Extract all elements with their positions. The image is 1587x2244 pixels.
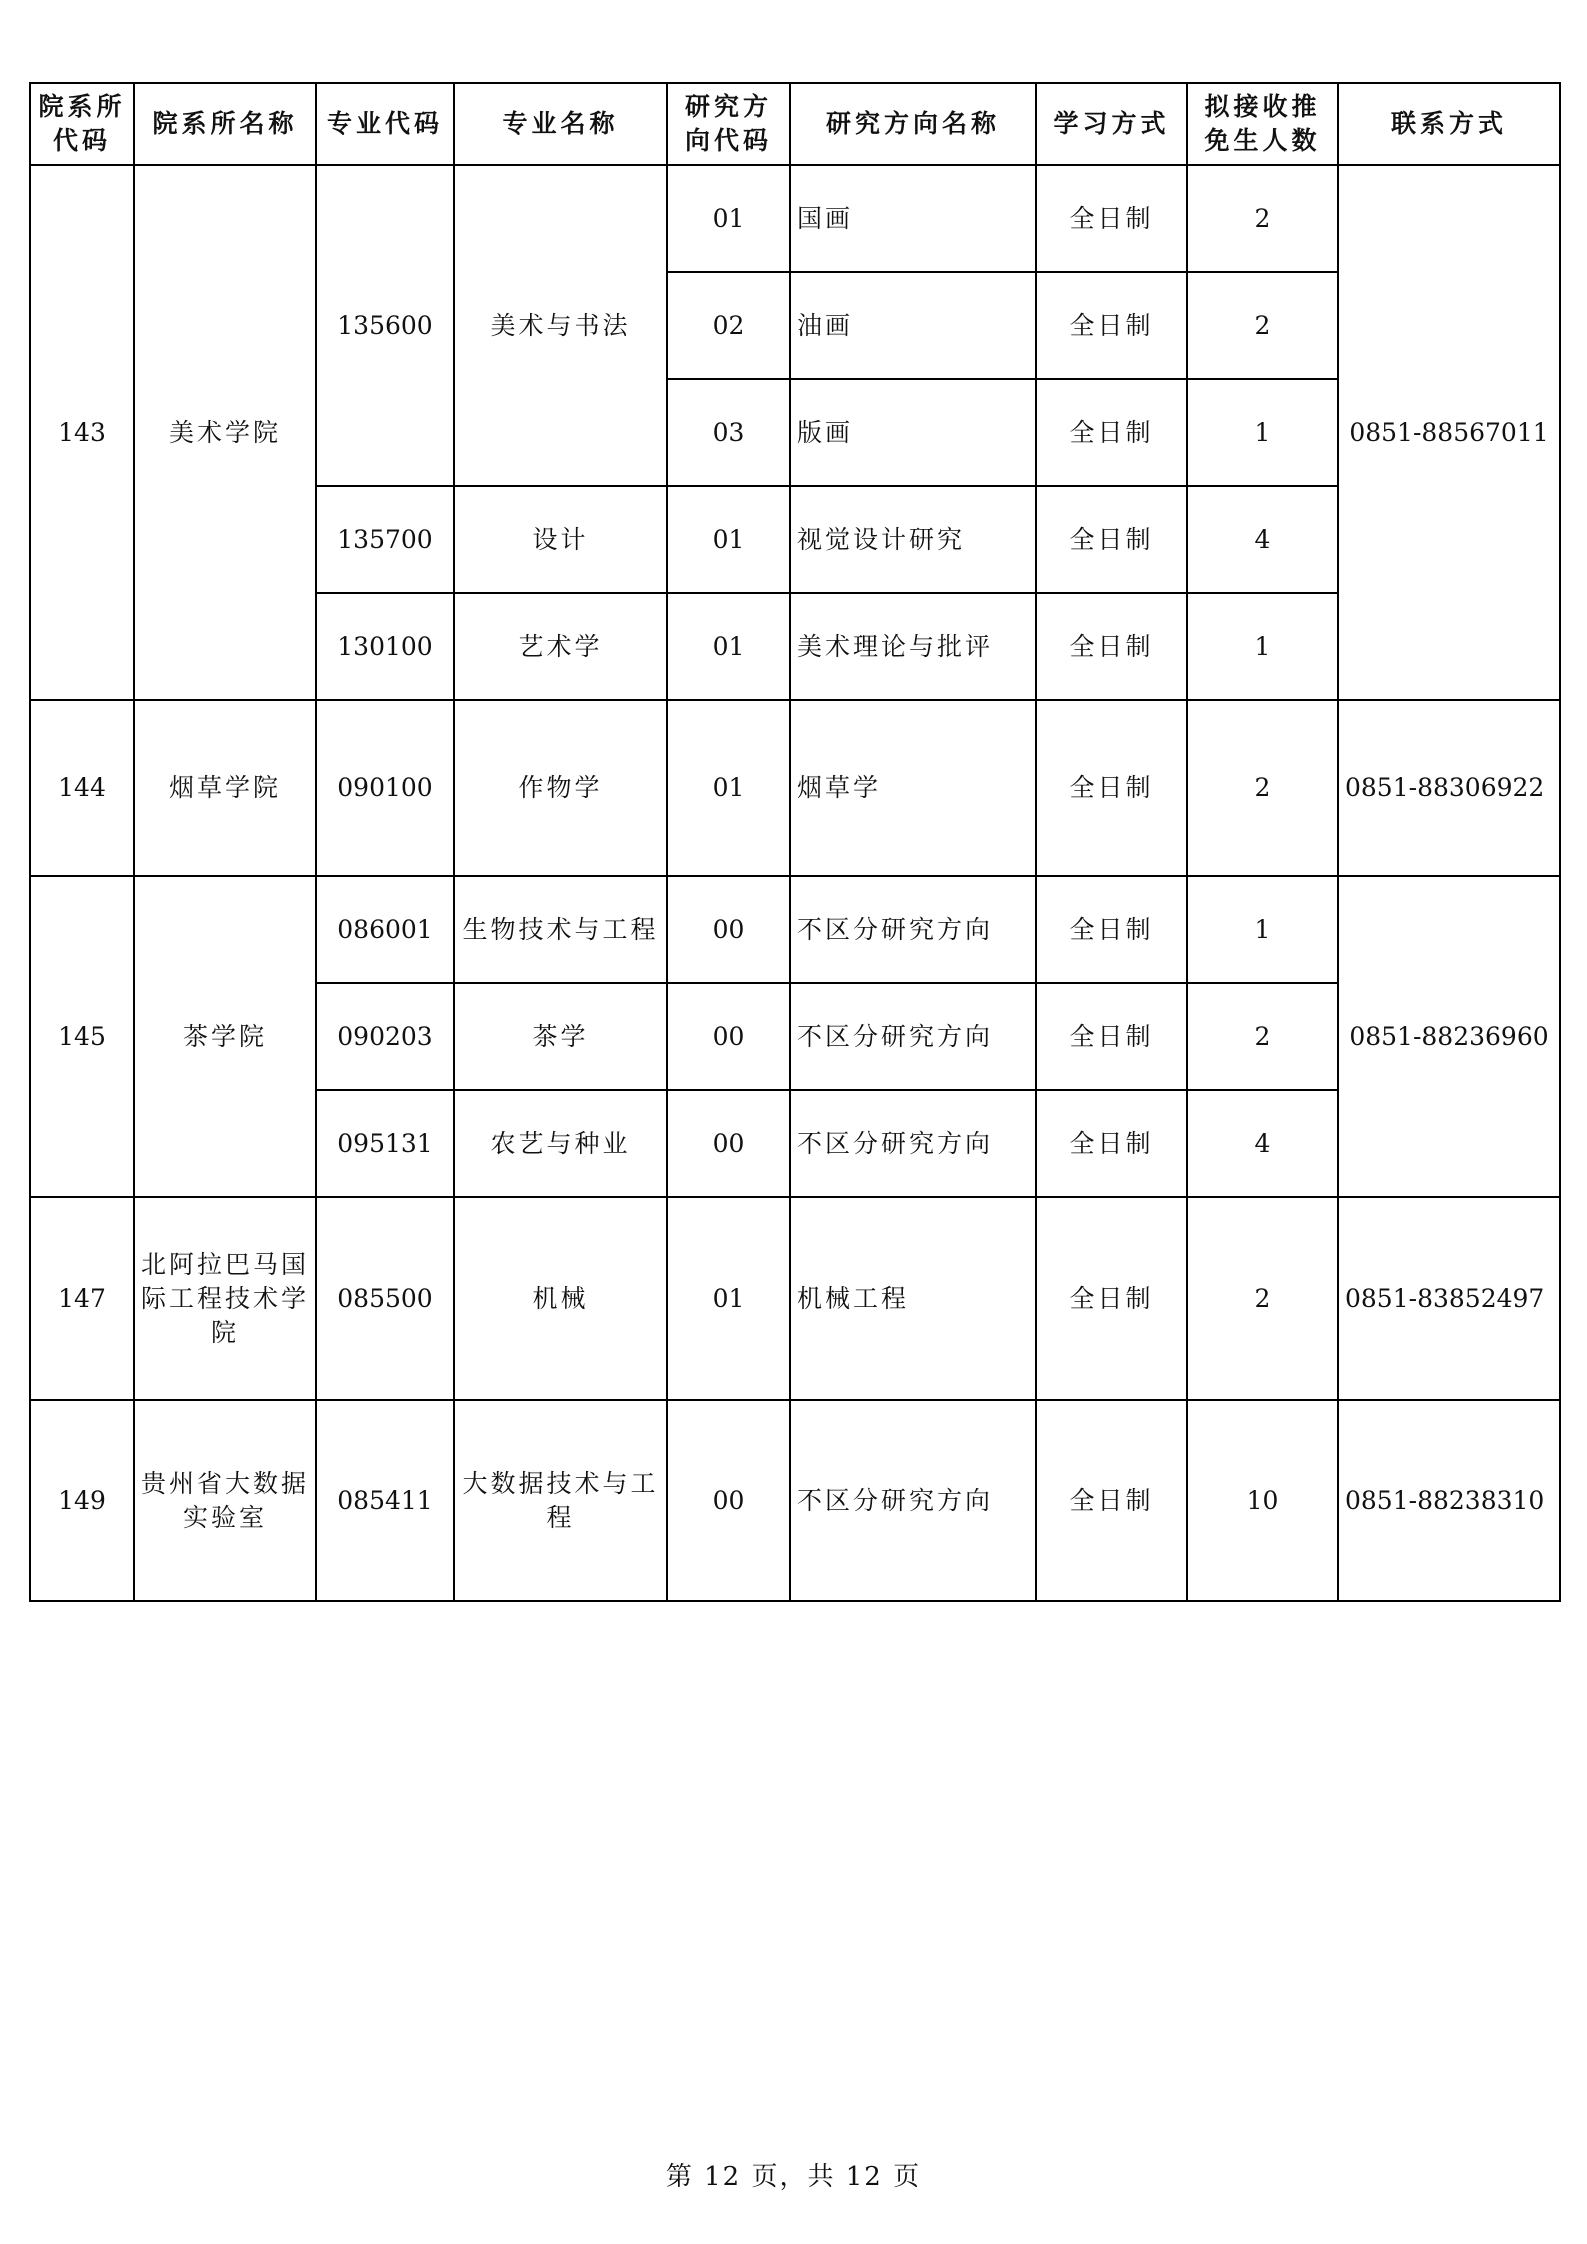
study-mode: 全日制	[1036, 165, 1187, 272]
direction-name: 美术理论与批评	[790, 593, 1036, 700]
study-mode: 全日制	[1036, 486, 1187, 593]
header-direction-code-l2: 向代码	[684, 126, 772, 155]
direction-name: 不区分研究方向	[790, 876, 1036, 983]
direction-name: 视觉设计研究	[790, 486, 1036, 593]
quota: 2	[1187, 983, 1338, 1090]
major-name: 茶学	[454, 983, 667, 1090]
major-code: 130100	[316, 593, 454, 700]
header-contact: 联系方式	[1338, 83, 1560, 165]
study-mode: 全日制	[1036, 876, 1187, 983]
study-mode: 全日制	[1036, 272, 1187, 379]
major-name: 大数据技术与工程	[454, 1400, 667, 1601]
study-mode: 全日制	[1036, 700, 1187, 876]
contact: 0851-88236960	[1338, 876, 1560, 1197]
table-row	[30, 165, 1560, 272]
direction-code: 00	[667, 876, 790, 983]
direction-name: 烟草学	[790, 700, 1036, 876]
quota: 1	[1187, 876, 1338, 983]
direction-code: 01	[667, 486, 790, 593]
quota: 4	[1187, 486, 1338, 593]
header-study-mode: 学习方式	[1036, 83, 1187, 165]
direction-code: 03	[667, 379, 790, 486]
direction-code: 02	[667, 272, 790, 379]
header-college-name: 院系所名称	[134, 83, 316, 165]
header-quota-l2: 免生人数	[1204, 126, 1321, 155]
college-code: 149	[30, 1400, 134, 1601]
study-mode: 全日制	[1036, 593, 1187, 700]
direction-name: 油画	[790, 272, 1036, 379]
study-mode: 全日制	[1036, 983, 1187, 1090]
college-name: 北阿拉巴马国际工程技术学院	[134, 1197, 316, 1400]
direction-code: 01	[667, 165, 790, 272]
major-name: 生物技术与工程	[454, 876, 667, 983]
major-code: 090100	[316, 700, 454, 876]
college-code: 144	[30, 700, 134, 876]
contact: 0851-83852497	[1338, 1197, 1560, 1400]
header-major-name: 专业名称	[454, 83, 667, 165]
college-code: 145	[30, 876, 134, 1197]
contact: 0851-88238310	[1338, 1400, 1560, 1601]
major-name: 机械	[454, 1197, 667, 1400]
study-mode: 全日制	[1036, 1400, 1187, 1601]
direction-name: 不区分研究方向	[790, 1400, 1036, 1601]
direction-name: 机械工程	[790, 1197, 1036, 1400]
major-code: 085411	[316, 1400, 454, 1601]
direction-code: 00	[667, 1400, 790, 1601]
quota: 4	[1187, 1090, 1338, 1197]
major-name: 作物学	[454, 700, 667, 876]
direction-name: 国画	[790, 165, 1036, 272]
study-mode: 全日制	[1036, 1197, 1187, 1400]
direction-code: 01	[667, 593, 790, 700]
college-name: 烟草学院	[134, 700, 316, 876]
header-college-code	[30, 83, 134, 165]
direction-name: 版画	[790, 379, 1036, 486]
college-name: 美术学院	[134, 165, 316, 700]
direction-code: 01	[667, 700, 790, 876]
major-name: 设计	[454, 486, 667, 593]
contact: 0851-88567011	[1338, 165, 1560, 700]
college-code: 147	[30, 1197, 134, 1400]
header-college-code-l2: 代码	[52, 126, 111, 155]
direction-code: 01	[667, 1197, 790, 1400]
college-name: 贵州省大数据实验室	[134, 1400, 316, 1601]
direction-name: 不区分研究方向	[790, 1090, 1036, 1197]
major-name: 美术与书法	[454, 165, 667, 486]
header-direction-code-l1: 研究方	[684, 92, 772, 121]
header-row	[30, 83, 1560, 165]
quota: 2	[1187, 165, 1338, 272]
major-code: 135700	[316, 486, 454, 593]
quota: 10	[1187, 1400, 1338, 1601]
college-code: 143	[30, 165, 134, 700]
header-direction-code	[667, 83, 790, 165]
header-quota	[1187, 83, 1338, 165]
direction-code: 00	[667, 983, 790, 1090]
direction-code: 00	[667, 1090, 790, 1197]
major-code: 086001	[316, 876, 454, 983]
major-code: 090203	[316, 983, 454, 1090]
major-code: 095131	[316, 1090, 454, 1197]
quota: 2	[1187, 1197, 1338, 1400]
major-name: 艺术学	[454, 593, 667, 700]
table-row	[30, 700, 1560, 876]
enrollment-table	[29, 82, 1561, 1602]
header-major-code: 专业代码	[316, 83, 454, 165]
contact: 0851-88306922	[1338, 700, 1560, 876]
header-direction-name: 研究方向名称	[790, 83, 1036, 165]
major-code: 085500	[316, 1197, 454, 1400]
table-row	[30, 876, 1560, 983]
study-mode: 全日制	[1036, 1090, 1187, 1197]
college-name: 茶学院	[134, 876, 316, 1197]
table-row	[30, 1400, 1560, 1601]
page-footer: 第 12 页，共 12 页	[665, 2162, 922, 2192]
quota: 1	[1187, 379, 1338, 486]
quota: 1	[1187, 593, 1338, 700]
quota: 2	[1187, 272, 1338, 379]
table-row	[30, 1197, 1560, 1400]
study-mode: 全日制	[1036, 379, 1187, 486]
header-college-code-l1: 院系所	[38, 92, 126, 121]
major-code: 135600	[316, 165, 454, 486]
major-name: 农艺与种业	[454, 1090, 667, 1197]
direction-name: 不区分研究方向	[790, 983, 1036, 1090]
quota: 2	[1187, 700, 1338, 876]
header-quota-l1: 拟接收推	[1204, 92, 1321, 121]
